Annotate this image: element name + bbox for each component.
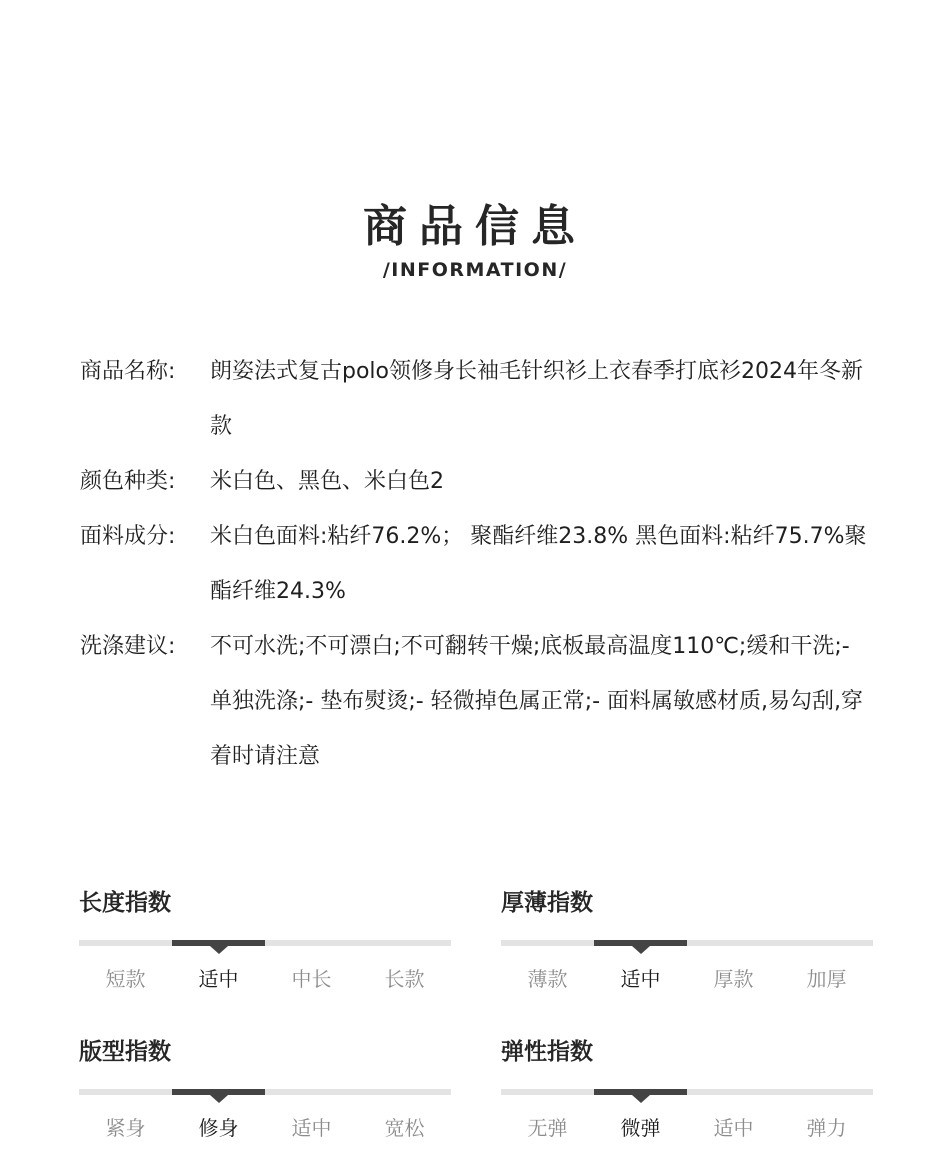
info-label: 面料成分: bbox=[80, 524, 176, 549]
info-label: 商品名称: bbox=[80, 359, 176, 384]
index-bar bbox=[79, 940, 451, 946]
index-option: 加厚 bbox=[806, 967, 847, 991]
page-title: 商品信息 bbox=[363, 201, 587, 252]
index-pointer-icon bbox=[210, 946, 228, 954]
index-pointer-icon bbox=[632, 946, 650, 954]
index-pointer-icon bbox=[632, 1095, 650, 1103]
fit-index bbox=[79, 1037, 451, 1141]
index-pointer-icon bbox=[210, 1095, 228, 1103]
thickness-index bbox=[501, 888, 873, 992]
index-option: 弹力 bbox=[806, 1116, 847, 1140]
info-value: 米白色、黑色、米白色2 bbox=[210, 469, 444, 494]
info-value: 不可水洗;不可漂白;不可翻转干燥;底板最高温度110℃;缓和干洗;- 单独洗涤;- 垫布熨烫;- 轻微掉色属正常;- 面料属敏感材质,易勾刮,穿着时请注意 bbox=[210, 634, 864, 769]
index-option: 宽松 bbox=[384, 1116, 425, 1140]
index-option: 短款 bbox=[105, 967, 146, 991]
page-subtitle: /INFORMATION/ bbox=[382, 259, 568, 281]
length-index bbox=[79, 888, 451, 992]
info-label: 洗涤建议: bbox=[80, 634, 176, 659]
index-title: 长度指数 bbox=[79, 890, 171, 916]
index-title: 弹性指数 bbox=[501, 1039, 593, 1065]
index-option: 紧身 bbox=[105, 1116, 146, 1140]
index-title: 厚薄指数 bbox=[501, 890, 593, 916]
index-option: 中长 bbox=[291, 967, 332, 991]
index-option: 适中 bbox=[198, 967, 239, 991]
index-bar bbox=[501, 1089, 873, 1095]
index-option: 适中 bbox=[291, 1116, 332, 1140]
index-option: 厚款 bbox=[713, 967, 754, 991]
index-bar bbox=[79, 1089, 451, 1095]
index-title: 版型指数 bbox=[79, 1039, 171, 1065]
product-info-list bbox=[80, 344, 880, 784]
index-option: 长款 bbox=[384, 967, 425, 991]
info-value: 朗姿法式复古polo领修身长袖毛针织衫上衣春季打底衫2024年冬新款 bbox=[210, 359, 863, 439]
index-option: 薄款 bbox=[527, 967, 568, 991]
index-option: 无弹 bbox=[527, 1116, 568, 1140]
index-option: 适中 bbox=[620, 967, 661, 991]
info-value: 米白色面料:粘纤76.2%； 聚酯纤维23.8% 黑色面料:粘纤75.7%聚酯纤维24.3% bbox=[210, 524, 867, 604]
index-option: 微弹 bbox=[620, 1116, 661, 1140]
info-label: 颜色种类: bbox=[80, 469, 176, 494]
index-option: 修身 bbox=[198, 1116, 239, 1140]
index-bar bbox=[501, 940, 873, 946]
index-option: 适中 bbox=[713, 1116, 754, 1140]
info-row-care bbox=[80, 619, 880, 784]
info-row-name bbox=[80, 344, 880, 454]
info-row-fabric bbox=[80, 509, 880, 619]
info-row-colors bbox=[80, 454, 880, 509]
elasticity-index bbox=[501, 1037, 873, 1141]
